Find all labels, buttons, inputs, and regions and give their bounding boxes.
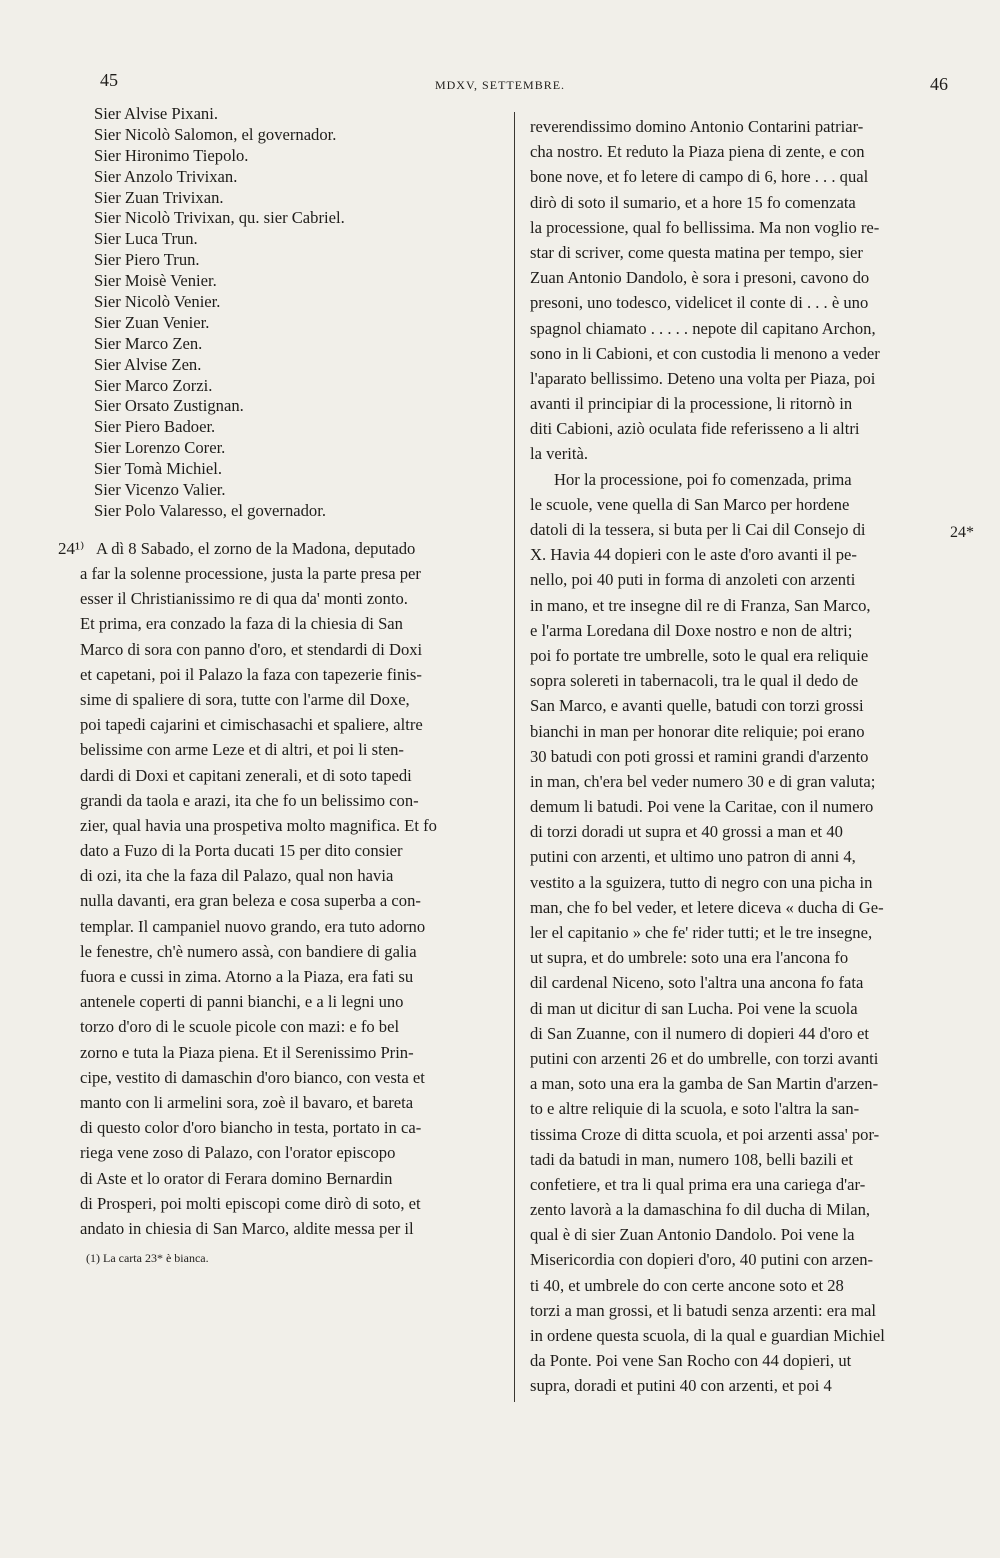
text-line: templar. Il campaniel nuovo grando, era tuto adorno xyxy=(80,916,426,936)
text-line: fuora e cussi in zima. Atorno a la Piaza, era fati su xyxy=(80,967,414,986)
text-line: Sier Tomà Michiel. xyxy=(94,459,223,479)
text-line: vestito a la sguizera, tutto di negro con una picha in xyxy=(530,872,873,892)
text-line: di Prosperi, poi molti episcopi come dirò di soto, et xyxy=(80,1193,421,1213)
text-line: Sier Anzolo Trivixan. xyxy=(94,166,238,186)
text-line: in ordene questa scuola, di la qual e guardian Michiel xyxy=(530,1326,885,1345)
text-line: X. Havia 44 dopieri con le aste d'oro avanti il pe- xyxy=(530,545,857,565)
text-line: ut supra, et do umbrele: soto una era l'ancona fo xyxy=(530,948,849,968)
text-line: dardi di Doxi et capitani zenerali, et di soto tapedi xyxy=(80,765,412,785)
left-page-number: 45 xyxy=(100,70,118,90)
text-line: Sier Alvise Zen. xyxy=(94,354,202,374)
text-line: diti Cabioni, aziò oculata fide referisseno a li altri xyxy=(530,419,860,439)
text-line: putini con arzenti, et ultimo uno patron di anni 4, xyxy=(530,847,856,867)
text-line: supra, doradi et putini 40 con arzenti, et poi 4 xyxy=(530,1376,832,1396)
text-line: star di scriver, come questa matina per tempo, sier xyxy=(530,242,863,262)
text-line: sopra solereti in tabernacoli, tra le qual il dedo de xyxy=(530,671,859,691)
text-line: cipe, vestito di damaschin d'oro bianco, con vesta et xyxy=(80,1067,425,1087)
text-line: demum li batudi. Poi vene la Caritae, con il numero xyxy=(530,797,874,817)
text-line: poi tapedi cajarini et cimischasachi et spaliere, altre xyxy=(80,715,423,735)
text-line: le scuole, vene quella di San Marco per hordene xyxy=(530,494,850,514)
text-line: e l'arma Loredana dil Doxe nostro e non de altri; xyxy=(530,620,853,640)
text-line: Zuan Antonio Dandolo, è sora i presoni, cavono do xyxy=(530,268,870,288)
text-line: datoli di la tessera, si buta per li Cai dil Consejo di xyxy=(530,520,866,539)
text-line: dirò di soto il sumario, et a hore 15 fo comenzata xyxy=(530,192,856,212)
text-line: Sier Luca Trun. xyxy=(94,229,198,249)
text-line: qual è di sier Zuan Antonio Dandolo. Poi vene la xyxy=(530,1225,855,1245)
column-divider xyxy=(514,112,515,1402)
text-line: San Marco, e avanti quelle, batudi con torzi grossi xyxy=(530,696,864,716)
text-line: A dì 8 Sabado, el zorno de la Madona, deputado xyxy=(96,538,416,558)
text-line: bone nove, et fo letere di campo di 6, hore . . . qual xyxy=(530,167,869,187)
text-line: dato a Fuzo di la Porta ducati 15 per dito consier xyxy=(80,841,403,861)
text-line: di torzi doradi ut supra et 40 grossi a man et 40 xyxy=(530,822,843,842)
text-line: di ozi, ita che la faza dil Palazo, qual non havia xyxy=(80,866,394,886)
text-line: to e altre reliquie di la scuola, e soto l'altra la san- xyxy=(530,1099,860,1119)
text-line: nulla davanti, era gran beleza e cosa superba a con- xyxy=(80,891,421,911)
text-line: zier, qual havia una prospetiva molto magnifica. Et fo xyxy=(80,815,437,835)
text-line: Sier Polo Valaresso, el governador. xyxy=(94,500,326,520)
text-line: cha nostro. Et reduto la Piaza piena di zente, e con xyxy=(530,142,865,162)
text-line: Sier Zuan Trivixan. xyxy=(94,187,224,207)
text-line: grandi da taola e arazi, ita che fo un belissimo con- xyxy=(80,790,419,810)
text-line: ler el capitanio » che fe' rider tutti; et le tre insegne, xyxy=(530,923,873,942)
text-line: presoni, uno todesco, videlicet il conte di . . . è uno xyxy=(530,293,869,313)
text-line: Sier Nicolò Salomon, el governador. xyxy=(94,124,337,144)
text-line: Misericordia con dopieri d'oro, 40 putini con arzen- xyxy=(530,1250,874,1270)
paragraph-text xyxy=(80,536,500,1241)
text-line: Sier Marco Zorzi. xyxy=(94,375,213,395)
text-line: tissima Croze di ditta scuola, et poi arzenti assa' por- xyxy=(530,1124,880,1144)
text-line: sime di spaliere di sora, tutte con l'arme dil Doxe, xyxy=(80,689,410,709)
text-line: riega vene zoso di Palazo, con l'orator episcopo xyxy=(80,1143,396,1163)
text-line: l'aparato bellissimo. Deteno una volta per Piaza, poi xyxy=(530,368,876,388)
text-line: manto con li armelini sora, zoè il bavaro, et bareta xyxy=(80,1092,414,1112)
text-line: Sier Nicolò Trivixan, qu. sier Cabriel. xyxy=(94,208,345,228)
text-line: belissime con arme Leze et di altri, et poi li sten- xyxy=(80,740,404,760)
text-line: Sier Vicenzo Valier. xyxy=(94,480,226,500)
text-line: andato in chiesia di San Marco, aldite messa per il xyxy=(80,1218,414,1238)
text-line: zorno e tuta la Piaza piena. Et il Serenissimo Prin- xyxy=(80,1042,414,1062)
text-line: poi fo portate tre umbrelle, soto le qual era reliquie xyxy=(530,645,869,665)
text-line: le fenestre, ch'è numero assà, con bandiere di galia xyxy=(80,941,417,961)
text-line: in mano, et tre insegne dil re di Franza, San Marco, xyxy=(530,595,871,615)
text-line: reverendissimo domino Antonio Contarini patriar- xyxy=(530,117,864,136)
left-column xyxy=(58,104,500,1266)
marginal-folio-mark: 24¹⁾ xyxy=(58,538,85,558)
text-line: sono in li Cabioni, et con custodia li menono a veder xyxy=(530,343,880,363)
text-line: Sier Moisè Venier. xyxy=(94,271,217,291)
text-line: avanti il principiar di la processione, li ritornò in xyxy=(530,394,853,414)
text-line: Sier Marco Zen. xyxy=(94,333,203,353)
footnote: (1) La carta 23* è bianca. xyxy=(86,1251,209,1266)
text-line: torzi a man grossi, et li batudi senza arzenti: era mal xyxy=(530,1300,877,1320)
paragraph-24 xyxy=(58,536,500,1241)
text-line: esser il Christianissimo re di qua da' monti zonto. xyxy=(80,589,408,609)
text-line: antenele coperti di panni bianchi, e a li legni uno xyxy=(80,992,404,1012)
text-line: Sier Zuan Venier. xyxy=(94,312,210,332)
text-line: nello, poi 40 puti in forma di anzoleti con arzenti xyxy=(530,570,856,590)
text-line: putini con arzenti 26 et do umbrelle, con torzi avanti xyxy=(530,1048,879,1068)
text-line: a far la solenne processione, justa la parte presa per xyxy=(80,564,421,583)
text-line: a man, soto una era la gamba de San Martin d'arzen- xyxy=(530,1074,879,1094)
text-line: di Aste et lo orator di Ferara domino Bernardin xyxy=(80,1168,393,1188)
text-line: Sier Lorenzo Corer. xyxy=(94,438,226,458)
text-line: Sier Nicolò Venier. xyxy=(94,292,221,312)
text-line: dil cardenal Niceno, soto l'altra una ancona fo fata xyxy=(530,973,864,993)
text-line: da Ponte. Poi vene San Rocho con 44 dopieri, ut xyxy=(530,1351,852,1371)
text-line: bianchi in man per honorar dite reliquie; poi erano xyxy=(530,721,865,741)
text-line: la verità. xyxy=(530,444,589,464)
text-line: Hor la processione, poi fo comenzada, prima xyxy=(554,469,852,489)
text-line: Sier Piero Badoer. xyxy=(94,417,216,437)
text-line: Sier Orsato Zustignan. xyxy=(94,396,244,416)
text-line: Marco di sora con panno d'oro, et stendardi di Doxi xyxy=(80,639,423,659)
text-line: in man, ch'era bel veder numero 30 e di gran valuta; xyxy=(530,771,876,791)
text-line: Et prima, era conzado la faza di la chiesia di San xyxy=(80,614,403,634)
text-line: Sier Piero Trun. xyxy=(94,250,200,270)
text-line: Sier Alvise Pixani. xyxy=(94,104,218,123)
text-line: et capetani, poi il Palazo la faza con tapezerie finis- xyxy=(80,664,422,684)
text-line: man, che fo bel veder, et letere diceva « ducha di Ge- xyxy=(530,897,884,917)
text-line: di man ut dicitur di san Lucha. Poi vene la scuola xyxy=(530,998,858,1018)
text-line: di questo color d'oro biancho in testa, portato in ca- xyxy=(80,1118,422,1138)
text-line: Sier Hironimo Tiepolo. xyxy=(94,145,249,165)
running-head-title: MDXV, SETTEMBRE. xyxy=(434,78,566,92)
text-line: tadi da batudi in man, numero 108, belli bazili et xyxy=(530,1149,854,1169)
text-line: di San Zuanne, con il numero di dopieri 44 d'oro et xyxy=(530,1023,869,1043)
right-margin-folio-mark: 24* xyxy=(950,524,974,541)
right-column xyxy=(530,114,945,1399)
text-line: 30 batudi con poti grossi et ramini grandi d'arzento xyxy=(530,746,869,766)
text-line: torzo d'oro di le scuole picole con mazi: e fo bel xyxy=(80,1017,400,1037)
text-line: confetiere, et tra li qual prima era una cariega d'ar- xyxy=(530,1174,866,1194)
name-list xyxy=(80,104,500,522)
text-line: la processione, qual fo bellissima. Ma non voglio re- xyxy=(530,217,880,237)
text-line: ti 40, et umbrele do con certe ancone soto et 28 xyxy=(530,1275,844,1295)
text-line: spagnol chiamato . . . . . nepote dil capitano Archon, xyxy=(530,318,876,338)
right-page-number: 46 xyxy=(930,74,948,94)
text-line: zento lavorà a la damaschina fo dil ducha di Milan, xyxy=(530,1200,871,1220)
